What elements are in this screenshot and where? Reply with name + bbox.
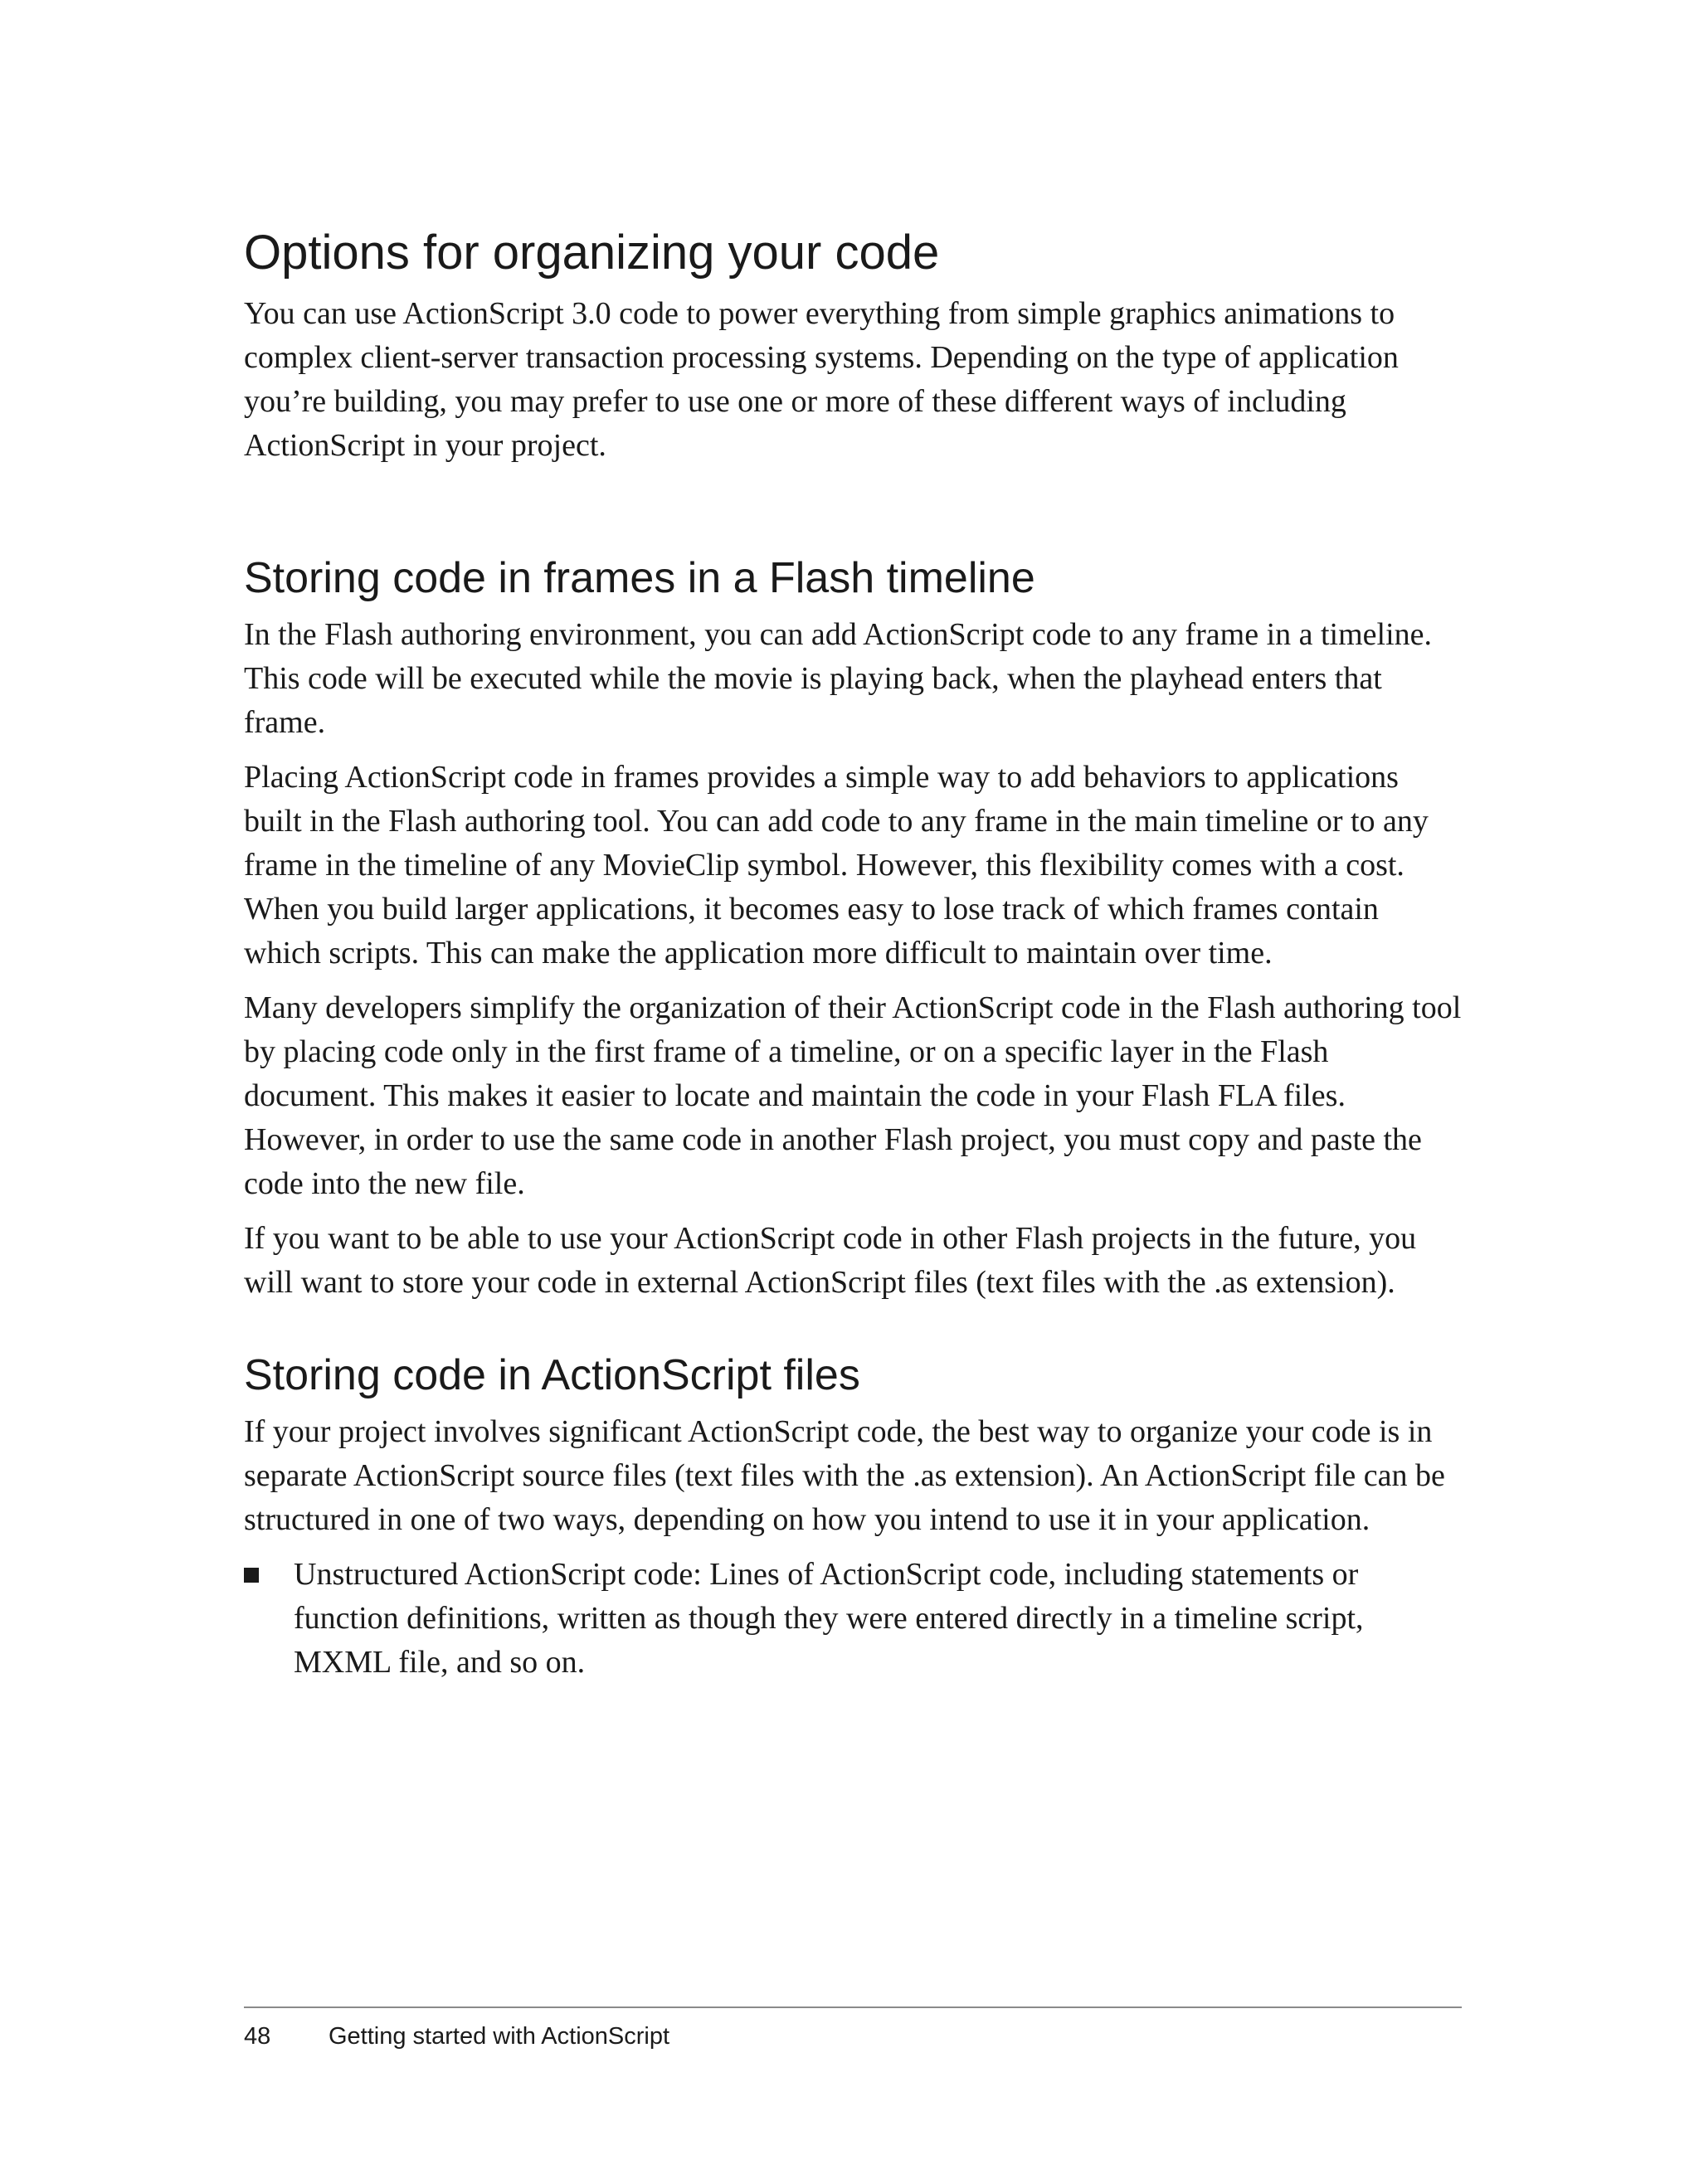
section-frames xyxy=(244,552,1463,1305)
body-paragraph: If your project involves significant ActionScript code, the best way to organize your code is in separate ActionScript source files (text files with the .as extension). An ActionScript file can be structured in one of two ways, depending on how you intend to use it in your application. xyxy=(244,1414,1445,1537)
footer-divider xyxy=(244,2006,1462,2008)
running-footer-title: Getting started with ActionScript xyxy=(329,2023,670,2050)
section-heading-frames: Storing code in frames in a Flash timeline xyxy=(244,554,1035,602)
body-paragraph: If you want to be able to use your ActionScript code in other Flash projects in the future, you will want to store your code in external ActionScript files (text files with the .as extension). xyxy=(244,1221,1417,1300)
body-paragraph: Many developers simplify the organization of their ActionScript code in the Flash authoring tool by placing code only in the first frame of a timeline, or on a specific layer in the Flash document. This makes it easier to locate and maintain the code in your Flash FLA files. However, in order to use the same code in another Flash project, you must copy and paste the code into the new file. xyxy=(244,990,1462,1201)
page-footer xyxy=(244,2020,669,2053)
list-item xyxy=(244,1553,1463,1685)
body-paragraph: Placing ActionScript code in frames provides a simple way to add behaviors to applications built in the Flash authoring tool. You can add code to any frame in the main timeline or to any frame in the timeline of any MovieClip symbol. However, this flexibility comes with a cost. When you build larger applications, it becomes easy to lose track of which frames contain which scripts. This can make the application more difficult to maintain over time. xyxy=(244,760,1429,970)
page-number: 48 xyxy=(244,2023,271,2050)
page-content xyxy=(244,224,1463,1685)
section-spacer xyxy=(244,1316,1463,1349)
section-heading-files: Storing code in ActionScript files xyxy=(244,1351,860,1399)
square-bullet-icon xyxy=(244,1568,259,1583)
bullet-list xyxy=(244,1553,1463,1685)
section-actionscript-files xyxy=(244,1349,1463,1685)
page-title: Options for organizing your code xyxy=(244,226,940,280)
intro-paragraph: You can use ActionScript 3.0 code to power everything from simple graphics animations to complex client-server transaction processing systems. Depending on the type of application you’re building, you may prefer to use one or more of these different ways of including ActionScript in your project. xyxy=(244,296,1399,463)
body-paragraph: In the Flash authoring environment, you can add ActionScript code to any frame in a timeline. This code will be executed while the movie is playing back, when the playhead enters that frame. xyxy=(244,617,1433,740)
list-item-text: Unstructured ActionScript code: Lines of ActionScript code, including statements or function definitions, written as though they were entered directly in a timeline script, MXML file, and so on. xyxy=(294,1557,1364,1680)
section-spacer xyxy=(244,479,1463,552)
